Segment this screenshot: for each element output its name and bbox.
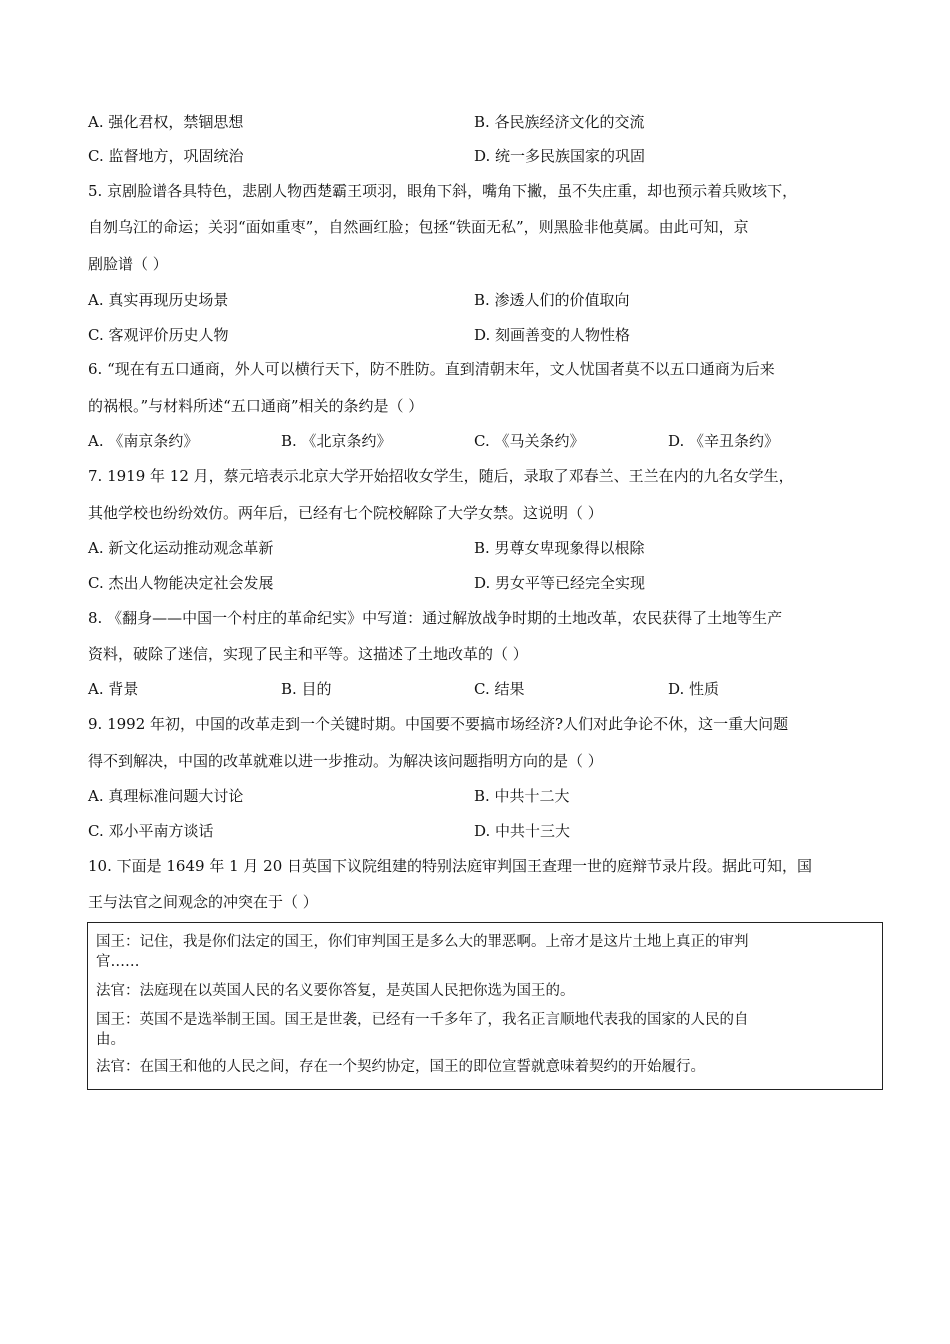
q8-option-a[interactable]: A. 背景 bbox=[88, 680, 139, 698]
q9-stem-line-2: 得不到解决，中国的改革就难以进一步推动。为解决该问题指明方向的是（ ） bbox=[88, 752, 603, 770]
q5-option-b[interactable]: B. 渗透人们的价值取向 bbox=[474, 291, 630, 309]
q7-stem-line-1: 7. 1919 年 12 月，蔡元培表示北京大学开始招收女学生，随后，录取了邓春兰、王兰在内的九名女学生， bbox=[88, 467, 794, 485]
q4-option-a[interactable]: A. 强化君权，禁锢思想 bbox=[88, 113, 244, 131]
q8-option-b[interactable]: B. 目的 bbox=[281, 680, 332, 698]
q6-stem-line-2: 的祸根。”与材料所述“五口通商”相关的条约是（ ） bbox=[88, 397, 424, 415]
q8-stem-line-2: 资料，破除了迷信，实现了民主和平等。这描述了土地改革的（ ） bbox=[88, 645, 528, 663]
q5-option-d[interactable]: D. 刻画善变的人物性格 bbox=[474, 326, 631, 344]
q6-option-c[interactable]: C. 《马关条约》 bbox=[474, 432, 585, 450]
q10-box-judge-line-1: 法官：法庭现在以英国人民的名义要你答复，是英国人民把你选为国王的。 bbox=[96, 983, 575, 999]
q7-option-b[interactable]: B. 男尊女卑现象得以根除 bbox=[474, 539, 645, 557]
q4-option-b[interactable]: B. 各民族经济文化的交流 bbox=[474, 113, 645, 131]
q7-option-c[interactable]: C. 杰出人物能决定社会发展 bbox=[88, 574, 274, 592]
q5-stem-line-1: 5. 京剧脸谱各具特色，悲剧人物西楚霸王项羽，眼角下斜，嘴角下撇，虽不失庄重，却也预示着兵败垓下， bbox=[88, 182, 798, 200]
q5-stem-line-3: 剧脸谱（ ） bbox=[88, 255, 168, 273]
q10-stem-line-1: 10. 下面是 1649 年 1 月 20 日英国下议院组建的特别法庭审判国王查理一世的庭辩节录片段。据此可知，国 bbox=[88, 857, 813, 875]
q10-box-king-line-2-cont: 由。 bbox=[96, 1032, 125, 1048]
q9-stem-line-1: 9. 1992 年初，中国的改革走到一个关键时期。中国要不要搞市场经济?人们对此争论不休，这一重大问题 bbox=[88, 715, 789, 733]
q9-option-c[interactable]: C. 邓小平南方谈话 bbox=[88, 822, 214, 840]
q8-stem-line-1: 8. 《翻身——中国一个村庄的革命纪实》中写道：通过解放战争时期的土地改革，农民获得了土地等生产 bbox=[88, 609, 783, 627]
q7-option-a[interactable]: A. 新文化运动推动观念革新 bbox=[88, 539, 274, 557]
q4-option-c[interactable]: C. 监督地方，巩固统治 bbox=[88, 147, 244, 165]
q10-stem-line-2: 王与法官之间观念的冲突在于（ ） bbox=[88, 893, 318, 911]
q6-option-a[interactable]: A. 《南京条约》 bbox=[88, 432, 199, 450]
q7-stem-line-2: 其他学校也纷纷效仿。两年后，已经有七个院校解除了大学女禁。这说明（ ） bbox=[88, 504, 603, 522]
q8-option-c[interactable]: C. 结果 bbox=[474, 680, 525, 698]
q10-box-king-line-2: 国王：英国不是选举制王国。国王是世袭，已经有一千多年了，我名正言顺地代表我的国家的人民的自 bbox=[96, 1012, 749, 1028]
q9-option-b[interactable]: B. 中共十二大 bbox=[474, 787, 570, 805]
q10-box-judge-line-2: 法官：在国王和他的人民之间，存在一个契约协定，国王的即位宣誓就意味着契约的开始履行。 bbox=[96, 1059, 705, 1075]
q6-option-d[interactable]: D. 《辛丑条约》 bbox=[668, 432, 780, 450]
q5-stem-line-2: 自刎乌江的命运；关羽“面如重枣”，自然画红脸；包拯“铁面无私”，则黑脸非他莫属。由此可知，京 bbox=[88, 218, 749, 236]
q6-stem-line-1: 6. “现在有五口通商，外人可以横行天下，防不胜防。直到清朝末年，文人忧国者莫不以五口通商为后来 bbox=[88, 360, 775, 378]
q4-option-d[interactable]: D. 统一多民族国家的巩固 bbox=[474, 147, 646, 165]
q5-option-a[interactable]: A. 真实再现历史场景 bbox=[88, 291, 229, 309]
q9-option-d[interactable]: D. 中共十三大 bbox=[474, 822, 571, 840]
q6-option-b[interactable]: B. 《北京条约》 bbox=[281, 432, 392, 450]
q9-option-a[interactable]: A. 真理标准问题大讨论 bbox=[88, 787, 244, 805]
q8-option-d[interactable]: D. 性质 bbox=[668, 680, 720, 698]
q5-option-c[interactable]: C. 客观评价历史人物 bbox=[88, 326, 229, 344]
q10-box-king-line-1: 国王：记住，我是你们法定的国王，你们审判国王是多么大的罪恶啊。上帝才是这片土地上真正的审判 bbox=[96, 934, 749, 950]
q10-box-king-line-1-cont: 官…… bbox=[96, 954, 140, 970]
q7-option-d[interactable]: D. 男女平等已经完全实现 bbox=[474, 574, 646, 592]
